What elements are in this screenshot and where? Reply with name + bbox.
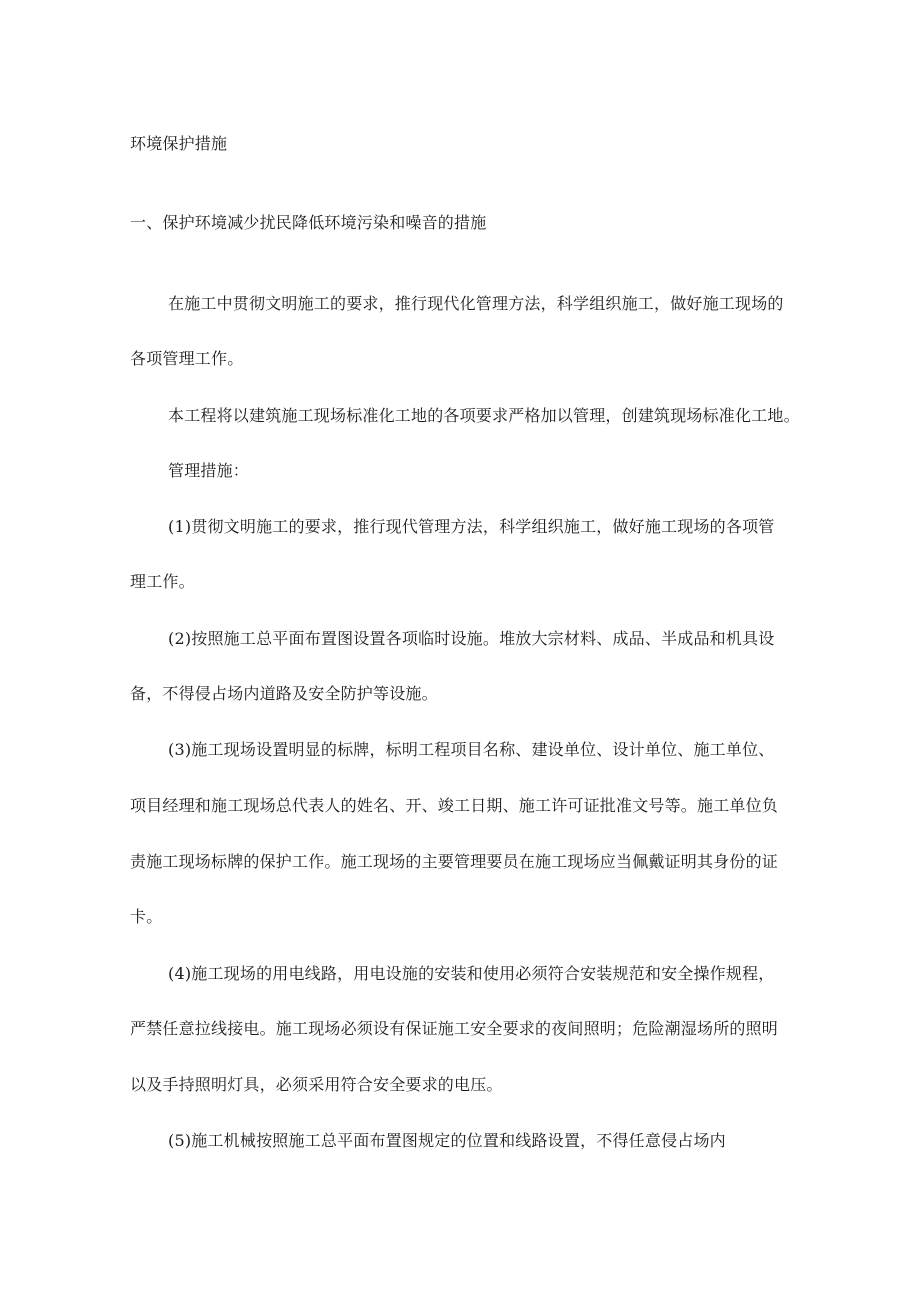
- paragraph-line: 各项管理工作。: [130, 349, 244, 368]
- document-title: 环境保护措施: [130, 134, 228, 153]
- paragraph-line: (5)施工机械按照施工总平面布置图规定的位置和线路设置，不得任意侵占场内: [168, 1131, 726, 1150]
- paragraph-line: 管理措施：: [168, 461, 250, 480]
- paragraph-line: 在施工中贯彻文明施工的要求，推行现代化管理方法，科学组织施工，做好施工现场的: [168, 294, 784, 313]
- paragraph-line: (3)施工现场设置明显的标牌，标明工程项目名称、建设单位、设计单位、施工单位、: [168, 740, 775, 759]
- paragraph-line: 理工作。: [130, 572, 195, 591]
- paragraph-line: 备，不得侵占场内道路及安全防护等设施。: [130, 684, 438, 703]
- paragraph-line: 责施工现场标牌的保护工作。施工现场的主要管理要员在施工现场应当佩戴证明其身份的证: [130, 852, 779, 871]
- paragraph-line: (2)按照施工总平面布置图设置各项临时设施。堆放大宗材料、成品、半成品和机具设: [168, 629, 775, 648]
- paragraph-line: 项目经理和施工现场总代表人的姓名、开、竣工日期、施工许可证批准文号等。施工单位负: [130, 796, 779, 815]
- section-heading: 一、保护环境减少扰民降低环境污染和噪音的措施: [130, 213, 487, 232]
- paragraph-line: 严禁任意拉线接电。施工现场必须设有保证施工安全要求的夜间照明；危险潮湿场所的照明: [130, 1019, 779, 1038]
- paragraph-line: 卡。: [130, 907, 163, 926]
- paragraph-line: (4)施工现场的用电线路，用电设施的安装和使用必须符合安装规范和安全操作规程，: [168, 964, 775, 983]
- paragraph-line: 本工程将以建筑施工现场标准化工地的各项要求严格加以管理，创建筑现场标准化工地。: [168, 406, 800, 425]
- paragraph-line: (1)贯彻文明施工的要求，推行现代管理方法，科学组织施工，做好施工现场的各项管: [168, 517, 775, 536]
- paragraph-line: 以及手持照明灯具，必须采用符合安全要求的电压。: [130, 1075, 503, 1094]
